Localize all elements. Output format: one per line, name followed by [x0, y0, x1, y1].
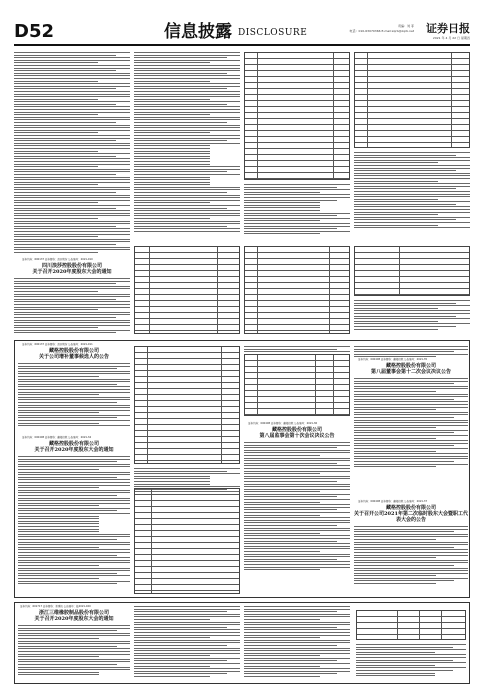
notice-code: 证券代码：601717 证券简称：郑煤机 公告编号：临2021-020 — [20, 605, 91, 608]
company-name: 藏格控股股份有限公司 — [385, 505, 436, 511]
company-name: 藏格控股股份有限公司 — [48, 348, 99, 354]
article-text — [18, 363, 130, 428]
notice-title: 关于召开2020年度股东大会的通知 — [32, 269, 112, 275]
notice-title: 第八届监事会第十次会议决议公告 — [259, 433, 335, 439]
notice-code: 证券代码：600137 证券简称：浪莎股份 公告编号：2021-011 — [22, 343, 93, 346]
notice-block-3 — [18, 436, 130, 596]
top-column-2 — [134, 52, 240, 242]
article-text — [354, 300, 470, 331]
notice-heading — [18, 441, 130, 453]
notice-heading — [354, 505, 468, 523]
masthead — [14, 22, 470, 42]
notice-heading — [18, 348, 130, 360]
masthead-rule — [14, 44, 470, 46]
article-text — [354, 526, 468, 586]
article-text — [244, 346, 350, 354]
company-name: 四川浪莎控股股份有限公司 — [41, 263, 102, 269]
contact-line: 电话：010-63070366 E-mail:zqrb@zqrb.net — [349, 29, 414, 33]
notice-heading — [244, 427, 350, 439]
proposal-table — [244, 52, 350, 180]
notice-title: 关于公司增补董事候选人的公告 — [38, 354, 109, 360]
notice-code: 证券代码：600137 证券简称：浪莎股份 公告编号：2021-010 — [22, 258, 93, 261]
notice-block-7 — [18, 605, 130, 681]
notice-title: 第八届董事会第十二次会议决议公告 — [370, 369, 451, 375]
proposal-table — [134, 246, 240, 334]
proposal-table — [134, 346, 240, 464]
company-name: 藏格控股股份有限公司 — [385, 363, 436, 369]
newspaper-logo: 证券日报 — [426, 22, 470, 35]
article-text — [18, 456, 130, 586]
company-name: 藏格控股股份有限公司 — [271, 427, 322, 433]
notice-block-6 — [354, 500, 468, 596]
proposal-table — [244, 246, 350, 334]
page-number: D52 — [14, 21, 54, 42]
article-text — [14, 278, 130, 335]
article-text — [244, 442, 350, 572]
notice-title: 关于召开2020年度股东大会的通知 — [34, 616, 114, 622]
proposal-table — [354, 52, 470, 148]
notice-heading — [18, 610, 130, 622]
notice-block-2 — [18, 343, 130, 433]
notice-title: 关于召开公司2021年第二次临时股东大会暨职工代表大会的公告 — [354, 511, 468, 523]
notice-title: 关于召开2020年度股东大会的通知 — [34, 447, 114, 453]
notice-block-1 — [14, 258, 130, 336]
article-text — [354, 378, 468, 469]
proposal-table — [244, 354, 350, 416]
proposal-table — [356, 610, 466, 640]
masthead-meta — [334, 24, 414, 34]
top-column-4 — [354, 152, 470, 242]
section-subtitle: DISCLOSURE — [238, 28, 308, 38]
notice-code: 证券代码：000408 证券简称：藏格控股 公告编号：2021-37 — [358, 500, 428, 503]
company-name: 浙江三维橡胶制品股份有限公司 — [38, 610, 109, 616]
section-title: 信息披露 — [164, 22, 232, 42]
article-text — [356, 644, 466, 678]
notice-block-5 — [354, 346, 468, 496]
proposal-table — [134, 488, 240, 594]
article-text — [14, 52, 130, 254]
article-text — [244, 184, 350, 236]
article-text — [134, 52, 240, 234]
editor-line: 责编：刘 菲 — [398, 24, 414, 28]
proposal-table — [354, 246, 470, 296]
notice-code: 证券代码：000408 证券简称：藏格控股 公告编号：2021-35 — [358, 358, 428, 361]
issue-date: 2021 年 4 月 22 日 星期四 — [432, 36, 470, 40]
notice-block-4 — [244, 422, 350, 596]
article-text — [18, 625, 130, 677]
top-column-1 — [14, 52, 130, 252]
top-column-3 — [244, 184, 350, 244]
notice-code: 证券代码：000408 证券简称：藏格控股 公告编号：2021-34 — [22, 436, 92, 439]
article-text — [134, 606, 240, 679]
notice-heading — [354, 363, 468, 375]
notice-heading — [14, 263, 130, 275]
company-name: 藏格控股股份有限公司 — [48, 441, 99, 447]
article-text — [244, 606, 350, 679]
article-text — [354, 152, 470, 230]
notice-code: 证券代码：000408 证券简称：藏格控股 公告编号：2021-36 — [248, 422, 318, 425]
